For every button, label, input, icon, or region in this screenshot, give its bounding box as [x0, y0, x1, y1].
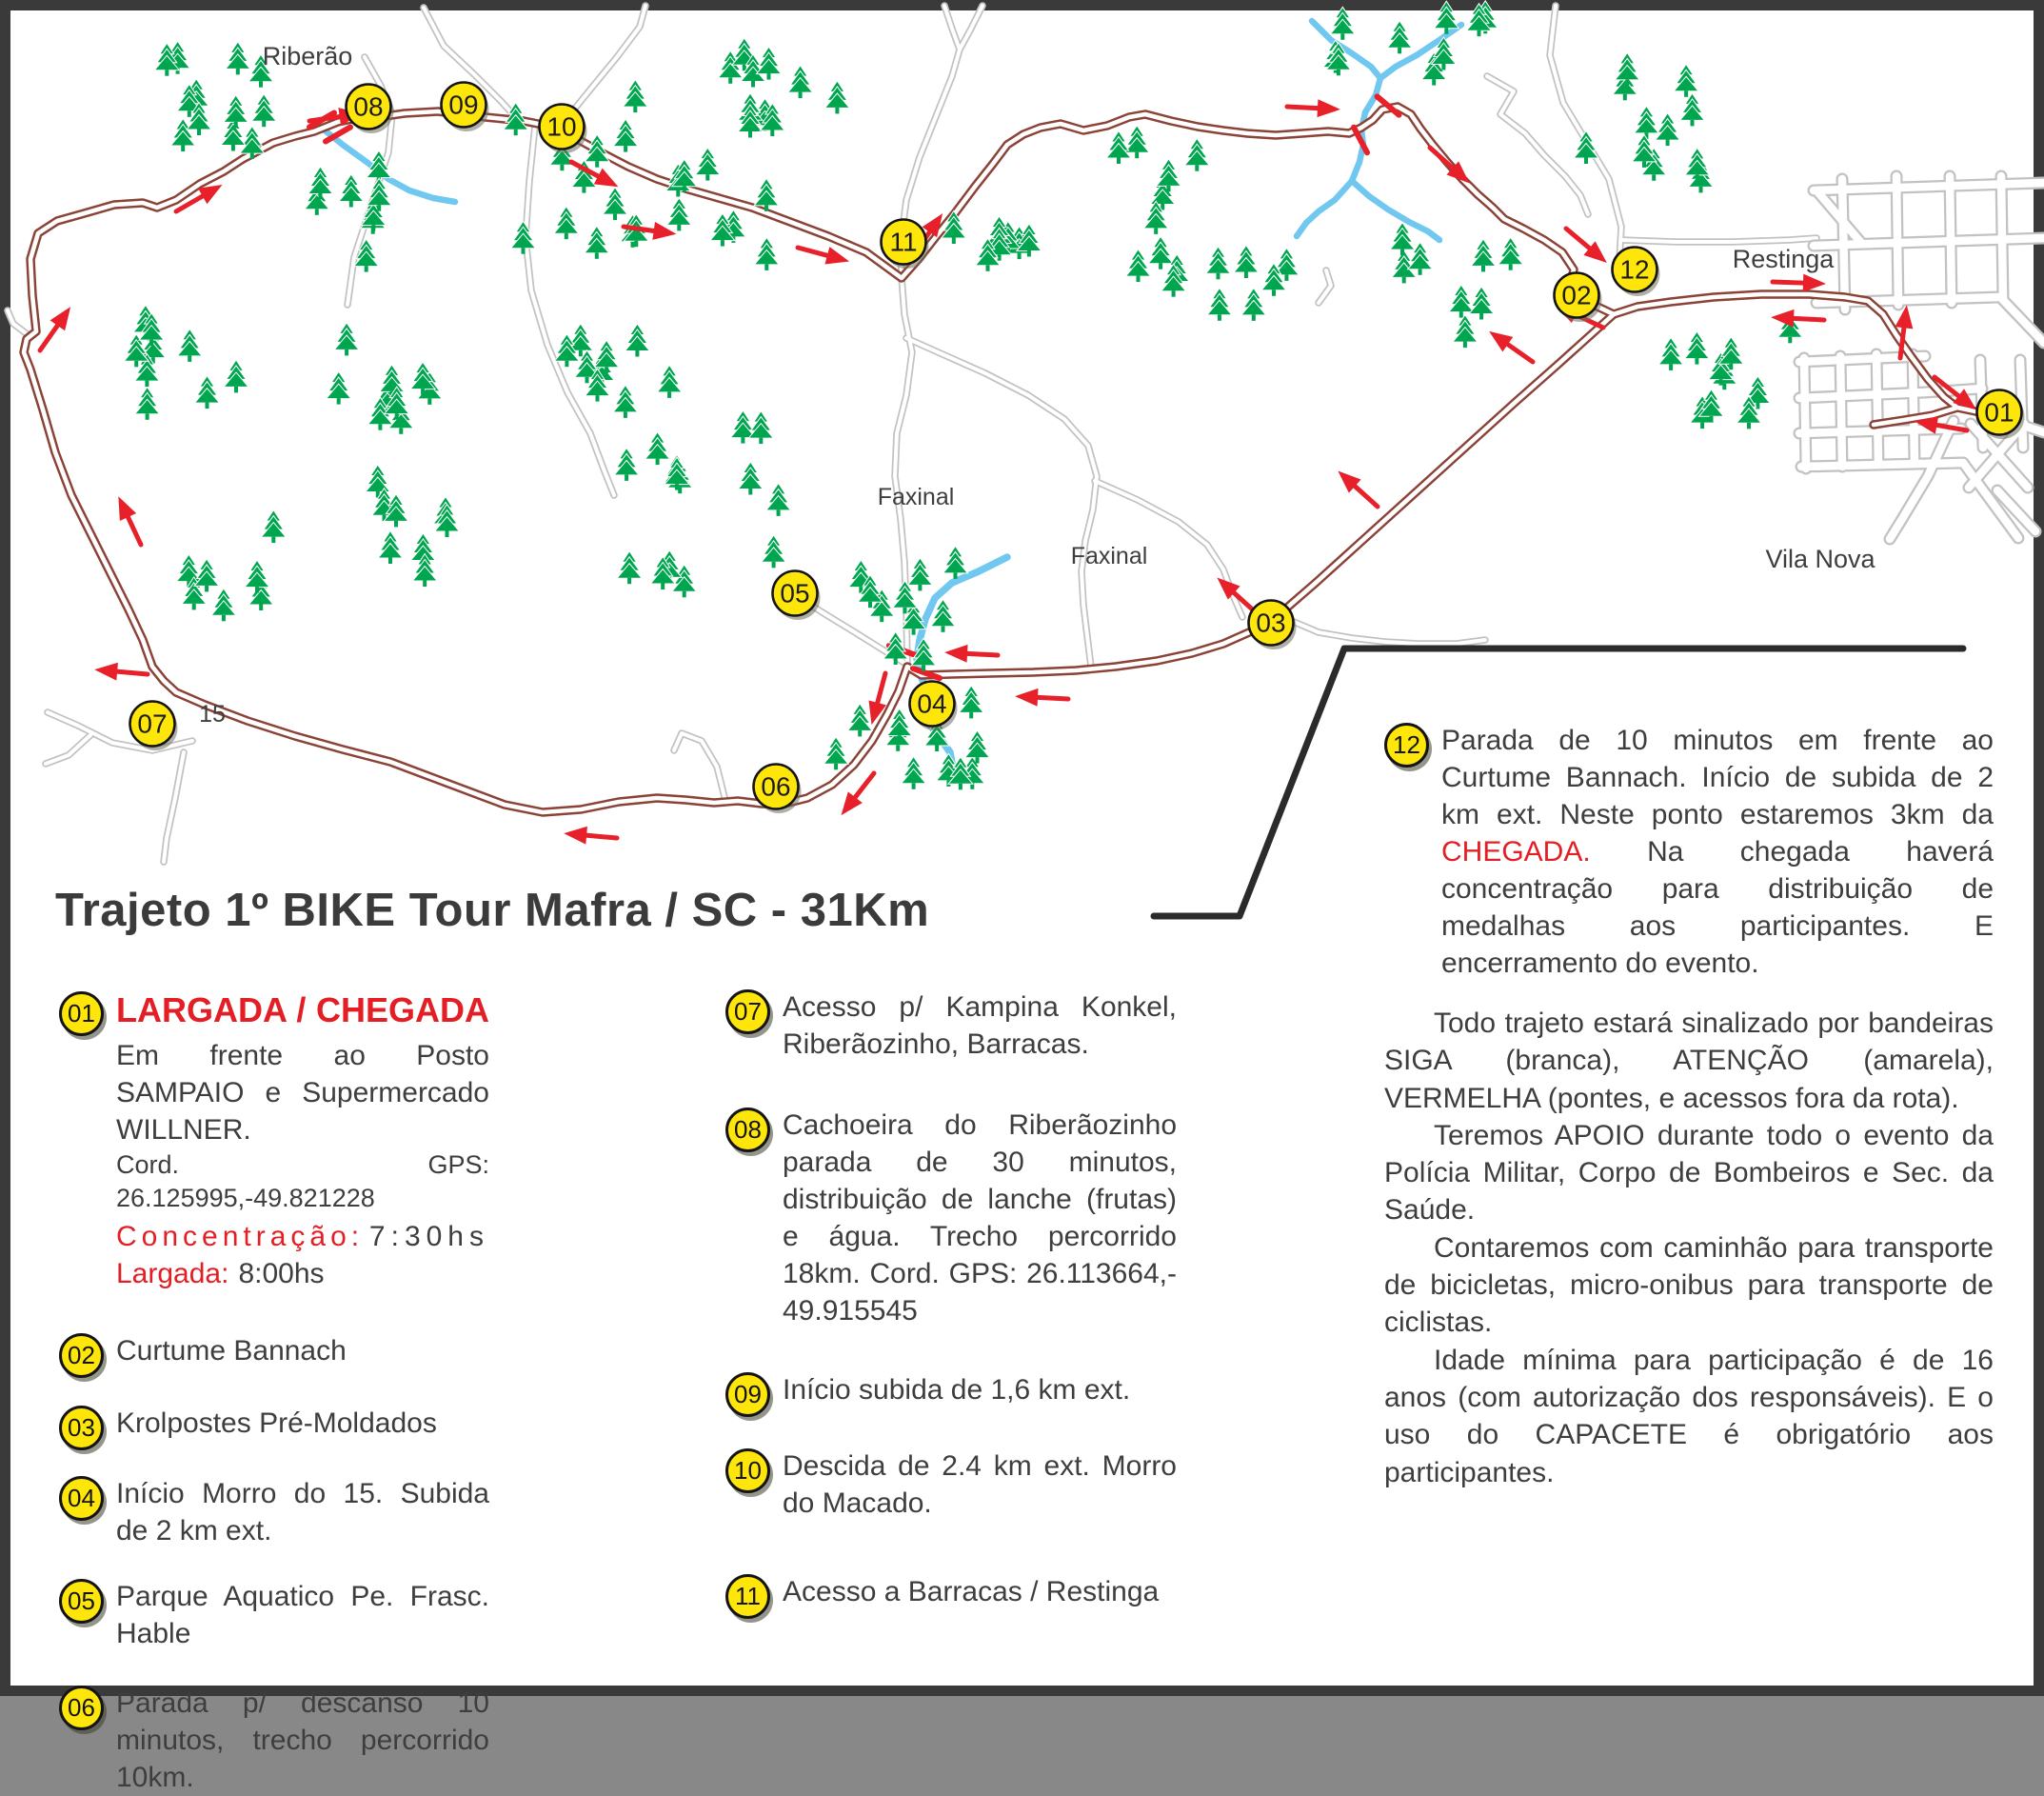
street — [1804, 358, 1806, 469]
tree-icon — [1143, 201, 1168, 234]
road — [960, 6, 982, 50]
direction-arrow-icon — [1484, 324, 1538, 369]
item-12-chegada: CHEGADA. — [1441, 836, 1591, 868]
map-marker-03 — [1249, 601, 1297, 650]
tree-icon — [623, 80, 647, 113]
map-label: Riberão — [262, 42, 353, 70]
street — [1842, 179, 1845, 309]
tree-icon — [902, 756, 926, 789]
tree-icon — [965, 730, 990, 764]
legend-item-11: 11 Acesso a Barracas / Restinga — [725, 1573, 1177, 1619]
legend-column-2 — [725, 988, 1177, 1619]
marker-badge-03: 03 — [59, 1406, 104, 1450]
tree-icon — [625, 324, 649, 357]
tree-icon — [1469, 287, 1494, 320]
tree-icon — [1471, 239, 1496, 272]
tree-icon — [824, 81, 849, 114]
legend-item-05: 05 Parque Aquatico Pe. Frasc. Hable — [59, 1578, 489, 1652]
tree-icon — [327, 371, 351, 405]
map-label: Faxinal — [877, 484, 955, 510]
legend-item-02: 02 Curtume Bannach — [59, 1332, 489, 1378]
tree-icon — [907, 558, 932, 591]
tree-icon — [738, 462, 763, 495]
map-place-labels — [199, 42, 1875, 728]
svg-text:06: 06 — [761, 771, 791, 802]
legend-item-04: 04 Início Morro do 15. Subida de 2 km ext. — [59, 1475, 489, 1549]
tree-icon — [135, 387, 160, 420]
tree-icon — [1684, 331, 1709, 365]
tree-icon — [585, 226, 609, 258]
item-01-start-time: Largada: 8:00hs — [116, 1257, 325, 1289]
direction-arrow-icon — [563, 825, 617, 848]
legend-item-12 — [1384, 722, 1994, 982]
map-marker-02 — [1555, 273, 1602, 323]
marker-badge-06: 06 — [59, 1686, 104, 1730]
map-marker-09 — [442, 83, 489, 132]
street — [2001, 176, 2003, 300]
tree-icon — [1207, 288, 1232, 321]
map-marker-08 — [347, 85, 394, 134]
tree-icon — [1656, 113, 1680, 147]
tree-icon — [695, 148, 720, 181]
marker-badge-08: 08 — [725, 1108, 770, 1152]
note-support: Teremos APOIO durante todo o evento da Polícia Militar, Corpo de Bombeiros e Sec. da Saúde. — [1384, 1119, 1994, 1227]
tree-icon — [788, 66, 813, 99]
legend-column-3 — [1384, 722, 1994, 1491]
street — [1896, 176, 1898, 305]
tree-icon — [1634, 106, 1658, 139]
tree-icon — [613, 385, 638, 418]
tree-icon — [824, 737, 848, 770]
tree-icon — [666, 198, 691, 231]
river — [1297, 181, 1352, 236]
tree-icon — [224, 95, 248, 128]
map-marker-10 — [540, 105, 587, 154]
svg-text:10: 10 — [546, 111, 577, 142]
tree-icon — [1680, 93, 1705, 126]
road — [164, 752, 184, 862]
svg-text:01: 01 — [1984, 397, 2014, 428]
tree-icon — [195, 376, 220, 409]
tree-icon — [1206, 247, 1231, 280]
svg-text:04: 04 — [917, 688, 947, 719]
event-notes — [1384, 1005, 1994, 1491]
marker-badge-10: 10 — [725, 1448, 770, 1493]
tree-icon — [334, 323, 359, 356]
svg-text:08: 08 — [353, 91, 384, 122]
direction-arrow-icon — [110, 492, 149, 549]
direction-arrow-icon — [944, 644, 999, 665]
tree-icon — [1184, 138, 1209, 171]
tree-icon — [177, 329, 202, 362]
bike-route — [24, 107, 2001, 812]
tree-icon — [847, 704, 872, 737]
map-label: Faxinal — [1070, 543, 1148, 569]
tree-icon — [613, 119, 638, 152]
route-loop — [24, 107, 1614, 812]
item-01-gps: Cord. GPS: 26.125995,-49.821228 — [116, 1150, 489, 1213]
marker-badge-07: 07 — [725, 989, 770, 1034]
tree-icon — [1498, 237, 1523, 270]
item-01-body: Em frente ao Posto SAMPAIO e Supermercado WILLNER. — [116, 1040, 489, 1147]
road — [1487, 76, 1588, 214]
street — [1799, 392, 1925, 398]
tree-icon — [554, 207, 579, 240]
tree-icon — [224, 360, 248, 393]
item-01-title: LARGADA / CHEGADA — [116, 990, 489, 1029]
street — [1950, 176, 1952, 303]
marker-badge-02: 02 — [59, 1333, 104, 1378]
tree-icon — [1390, 223, 1415, 256]
tree-icon — [226, 42, 250, 75]
page-title: Trajeto 1º BIKE Tour Mafra / SC - 31Km — [55, 885, 930, 936]
tree-icon — [754, 237, 779, 270]
direction-arrow-icon — [1332, 464, 1383, 513]
map-label: Restinga — [1732, 245, 1835, 273]
tree-icon — [378, 531, 403, 565]
map-label: 15 — [199, 701, 226, 728]
svg-text:12: 12 — [1619, 254, 1650, 285]
tree-icon — [1674, 64, 1698, 97]
tree-icon — [511, 221, 536, 254]
marker-badge-11: 11 — [725, 1574, 770, 1619]
street — [1876, 354, 1878, 465]
map-marker-12 — [1613, 248, 1660, 297]
svg-text:05: 05 — [780, 578, 810, 609]
tree-icon — [1124, 126, 1149, 159]
city-streets — [1799, 176, 2044, 539]
tree-icon — [603, 188, 627, 221]
tree-icon — [1453, 315, 1478, 349]
svg-text:11: 11 — [889, 227, 918, 257]
street — [1890, 421, 1954, 539]
tree-icon — [1330, 7, 1355, 40]
tree-icon — [959, 686, 983, 719]
tree-icon — [1387, 21, 1412, 54]
tree-icon — [1241, 288, 1266, 321]
tree-icon — [1106, 131, 1131, 165]
street — [2003, 300, 2044, 343]
item-01-concentration: Concentração: 7:30hs — [116, 1220, 489, 1252]
direction-arrow-icon — [1015, 688, 1069, 708]
marker-badge-01: 01 — [59, 991, 104, 1036]
tree-icon — [1615, 52, 1639, 86]
map-marker-07 — [130, 702, 178, 751]
svg-text:03: 03 — [1256, 608, 1286, 638]
legend-item-08: 08 Cachoeira do Riberãozinho parada de 30 minutos, distribuição de lanche (frutas) e água. Trecho percorrido 18km. Cord. GPS: 26.113664,- 49.915545 — [725, 1107, 1177, 1329]
tree-icon — [645, 432, 670, 466]
legend-column-1 — [59, 990, 489, 1796]
direction-arrow-icon — [93, 661, 148, 684]
tree-icon — [211, 589, 236, 622]
tree-icon — [762, 535, 786, 569]
tree-icon — [617, 551, 642, 585]
note-flags: Todo trajeto estará sinalizado por bandeiras SIGA (branca), ATENÇÃO (amarela), VERMELHA (pontes, e acessos fora da rota). — [1384, 1008, 1994, 1114]
legend-item-06: 06 Parada p/ descanso 10 minutos, trecho percorrido 10km. — [59, 1685, 489, 1796]
legend-item-10: 10 Descida de 2.4 km ext. Morro do Macado. — [725, 1447, 1177, 1522]
item-12-text: Parada de 10 minutos em frente ao Curtume Bannach. Início de subida de 2 km ext. Neste ponto estaremos 3km da CHEGADA. Na chegada haverá concentração para distribuição de medalhas aos participantes. E encerramento do evento. — [1441, 725, 1994, 979]
river — [1312, 21, 1380, 181]
street — [1913, 354, 1915, 463]
tree-icon — [614, 448, 639, 481]
tree-icon — [339, 174, 364, 208]
map-label: Vila Nova — [1765, 545, 1875, 573]
street — [1840, 356, 1842, 467]
note-age-helmet: Idade mínima para participação é de 16 anos (com autorização dos responsáveis). E o uso do CAPACETE é obrigatório aos participantes. — [1384, 1344, 1994, 1488]
svg-text:07: 07 — [137, 708, 168, 739]
route-loop — [24, 107, 1614, 812]
tree-icon — [1658, 337, 1683, 370]
map-marker-05 — [773, 571, 821, 621]
map-marker-11 — [882, 220, 929, 269]
legend-item-03: 03 Krolpostes Pré-Moldados — [59, 1405, 489, 1450]
tree-icon — [261, 510, 286, 544]
marker-badge-12: 12 — [1384, 723, 1429, 768]
river — [1352, 181, 1439, 240]
legend-item-01 — [59, 990, 489, 1292]
marker-badge-04: 04 — [59, 1476, 104, 1521]
map-marker-04 — [910, 682, 958, 731]
tree-icon — [1126, 249, 1151, 283]
legend-item-07: 07 Acesso p/ Kampina Konkel, Riberãozinho, Barracas. — [725, 988, 1177, 1063]
tree-icon — [1234, 246, 1259, 279]
marker-badge-05: 05 — [59, 1579, 104, 1624]
road — [1287, 619, 1485, 644]
tree-icon — [1148, 236, 1173, 269]
road — [46, 735, 90, 764]
direction-arrow-icon — [1424, 141, 1476, 190]
tree-icon — [748, 411, 773, 445]
svg-text:02: 02 — [1561, 280, 1592, 310]
direction-arrow-icon — [1287, 98, 1341, 119]
tree-icon — [766, 483, 791, 516]
note-transport: Contaremos com caminhão para transporte de bicicletas, micro-onibus para transporte de ciclistas. — [1384, 1231, 1994, 1339]
tree-icon — [251, 94, 276, 128]
marker-badge-09: 09 — [725, 1372, 770, 1417]
tree-icon — [657, 365, 682, 398]
svg-text:09: 09 — [448, 90, 479, 120]
legend-item-09: 09 Início subida de 1,6 km ext. — [725, 1371, 1177, 1417]
